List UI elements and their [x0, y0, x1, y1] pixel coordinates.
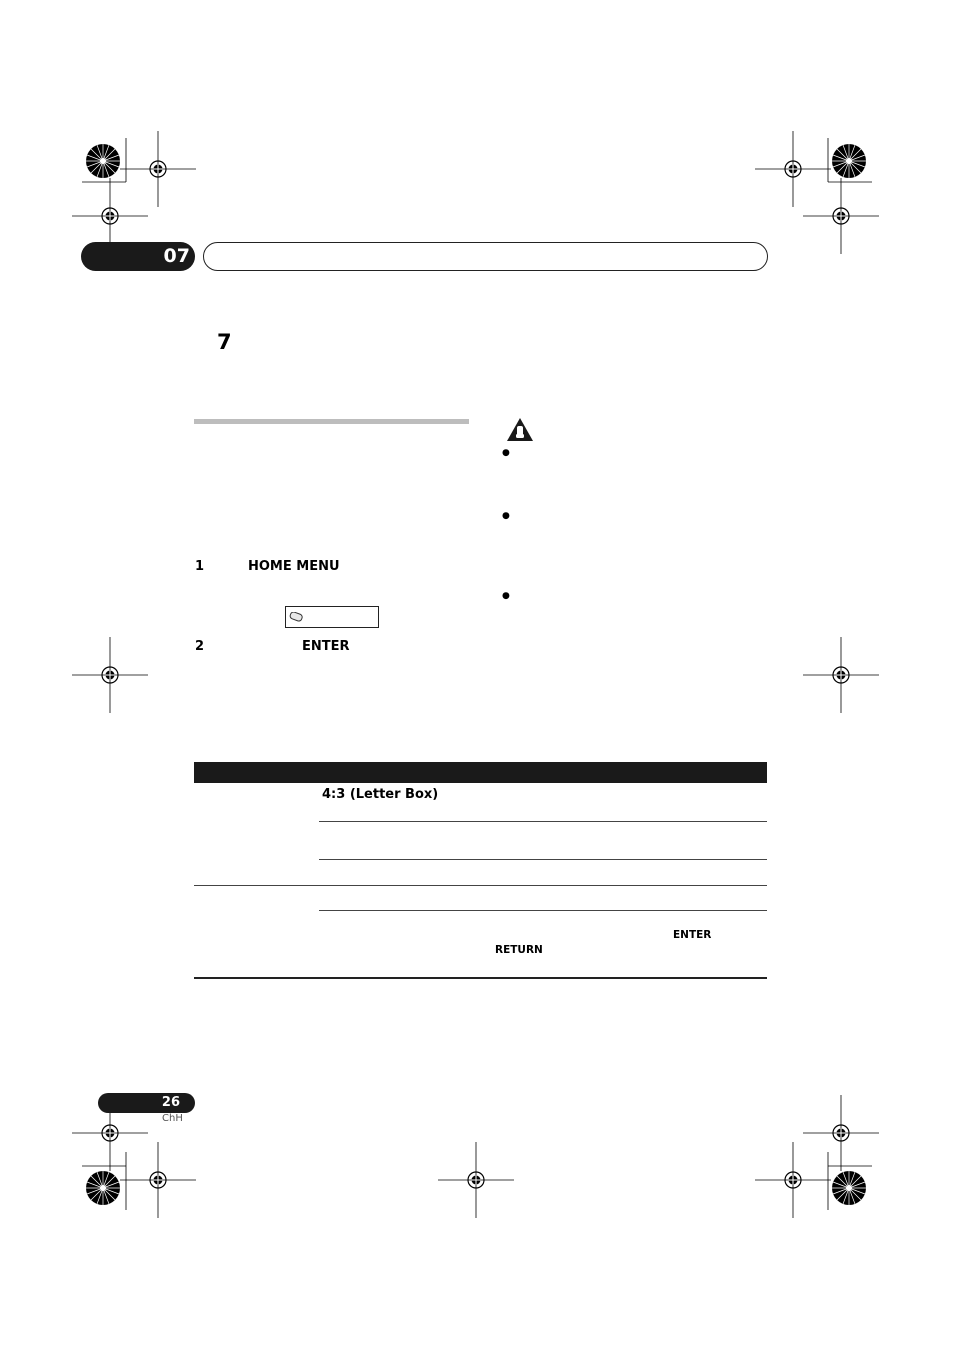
step-1-number: 1 — [195, 559, 205, 574]
bullet-3: ● — [502, 591, 510, 601]
chapter-title-box — [203, 242, 768, 271]
table-divider — [319, 821, 767, 822]
table-divider — [319, 859, 767, 860]
table-header — [194, 762, 767, 783]
step-1-key: HOME MENU — [248, 559, 340, 574]
step-2-number: 2 — [195, 639, 205, 654]
page-number: 26 — [161, 1095, 180, 1110]
table-divider — [319, 910, 767, 911]
table-bottom-rule — [194, 977, 767, 979]
table-note-return: RETURN — [495, 944, 543, 956]
chapter-number: 07 — [163, 245, 190, 267]
table-note-enter: ENTER — [673, 929, 712, 941]
table-cell-letterbox: 4:3 (Letter Box) — [322, 787, 439, 802]
section-rule — [194, 419, 469, 424]
page-number-tab — [98, 1093, 195, 1113]
remote-key-box — [285, 606, 379, 628]
remote-key-icon — [289, 612, 303, 622]
bullet-2: ● — [502, 511, 510, 521]
bullet-1: ● — [502, 448, 510, 458]
caution-icon — [506, 417, 534, 442]
page-language: ChH — [162, 1113, 183, 1124]
step-2-key: ENTER — [302, 639, 350, 654]
section-heading-number: 7 — [217, 330, 232, 354]
table-divider — [194, 885, 767, 886]
